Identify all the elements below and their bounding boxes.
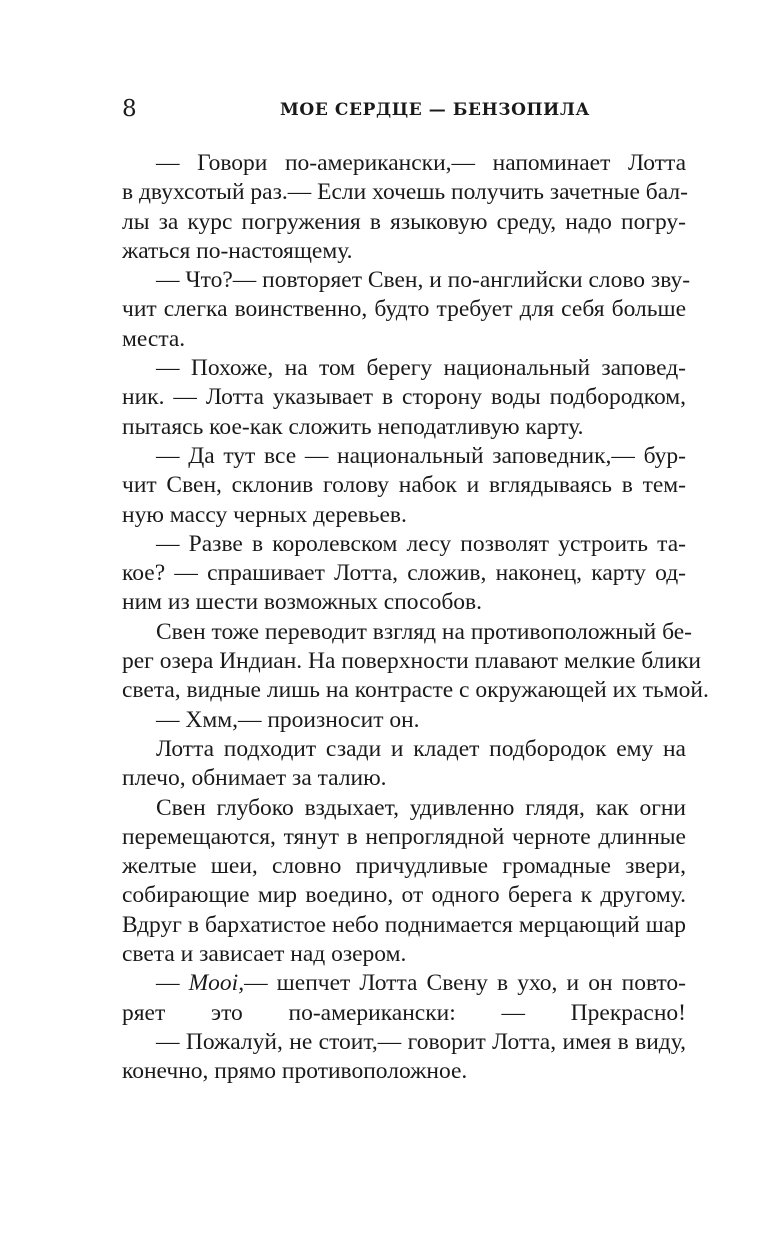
text-line: плечо, обнимает за талию. <box>122 765 387 792</box>
text-line: — Да тут все — национальный заповедник,— бур- <box>156 442 686 469</box>
body-text <box>122 149 709 1087</box>
text-line: перемещаются, тянут в непроглядной черноте длинные <box>122 823 686 850</box>
text-line: — Хмм,— произносит он. <box>156 706 420 733</box>
running-title: МОЕ СЕРДЦЕ — БЕНЗОПИЛА <box>280 100 590 120</box>
text-line: кое? — спрашивает Лотта, сложив, наконец, карту од- <box>122 560 686 587</box>
page-number: 8 <box>122 96 137 122</box>
text-line: — Что?— повторяет Свен, и по-английски слово зву- <box>156 267 691 294</box>
text-line: — Пожалуй, не стоит,— говорит Лотта, имея в виду, <box>156 1028 686 1055</box>
text-line: Свен глубоко вздыхает, удивленно глядя, как огни <box>156 794 686 821</box>
text-line: Вдруг в бархатистое небо поднимается мерцающий шар <box>122 911 686 938</box>
text-line: жаться по-настоящему. <box>122 237 353 264</box>
text-line: Лотта подходит сзади и кладет подбородок ему на <box>156 735 686 762</box>
text-line: ним из шести возможных способов. <box>122 589 482 616</box>
text-line: чит слегка воинственно, будто требует для себя больше <box>122 296 686 323</box>
text-line: места. <box>122 325 186 352</box>
text-line: — Говори по-американски,— напоминает Лотта <box>156 150 686 176</box>
text-line-mixed: — Mooi,— шепчет Лотта Свену в ухо, и он повто- <box>156 970 686 997</box>
text-line: пытаясь кое-как сложить неподатливую карту. <box>122 413 584 440</box>
text-line: рег озера Индиан. На поверхности плавают мелкие блики <box>122 648 701 675</box>
text-line: ряет это по-американски: — Прекрасно! <box>122 999 686 1026</box>
text-fragment: — шепчет Лотта Свену в ухо, и он повто- <box>244 970 686 997</box>
text-line: света и зависает над озером. <box>122 941 407 968</box>
text-line: Свен тоже переводит взгляд на противоположный бе- <box>156 618 692 645</box>
text-line: ную массу черных деревьев. <box>122 501 407 528</box>
text-line: — Похоже, на том берегу национальный заповед- <box>156 355 686 382</box>
text-line: чит Свен, склонив голову набок и вглядываясь в тем- <box>122 472 686 499</box>
dutch-word-mooi: Mooi, <box>188 970 245 997</box>
text-line: света, видные лишь на контрасте с окружающей их тьмой. <box>122 677 709 704</box>
text-line: ник. — Лотта указывает в сторону воды подбородком, <box>122 384 686 411</box>
text-line: желтые шеи, словно причудливые громадные звери, <box>122 853 686 880</box>
text-line: в двухсотый раз.— Если хочешь получить зачетные бал- <box>122 179 688 206</box>
text-line: собирающие мир воедино, от одного берега к другому. <box>122 882 686 909</box>
text-line: — Разве в королевском лесу позволят устроить та- <box>156 530 686 557</box>
text-line: лы за курс погружения в языковую среду, надо погру- <box>122 208 686 235</box>
text-line: конечно, прямо противоположное. <box>122 1058 468 1085</box>
